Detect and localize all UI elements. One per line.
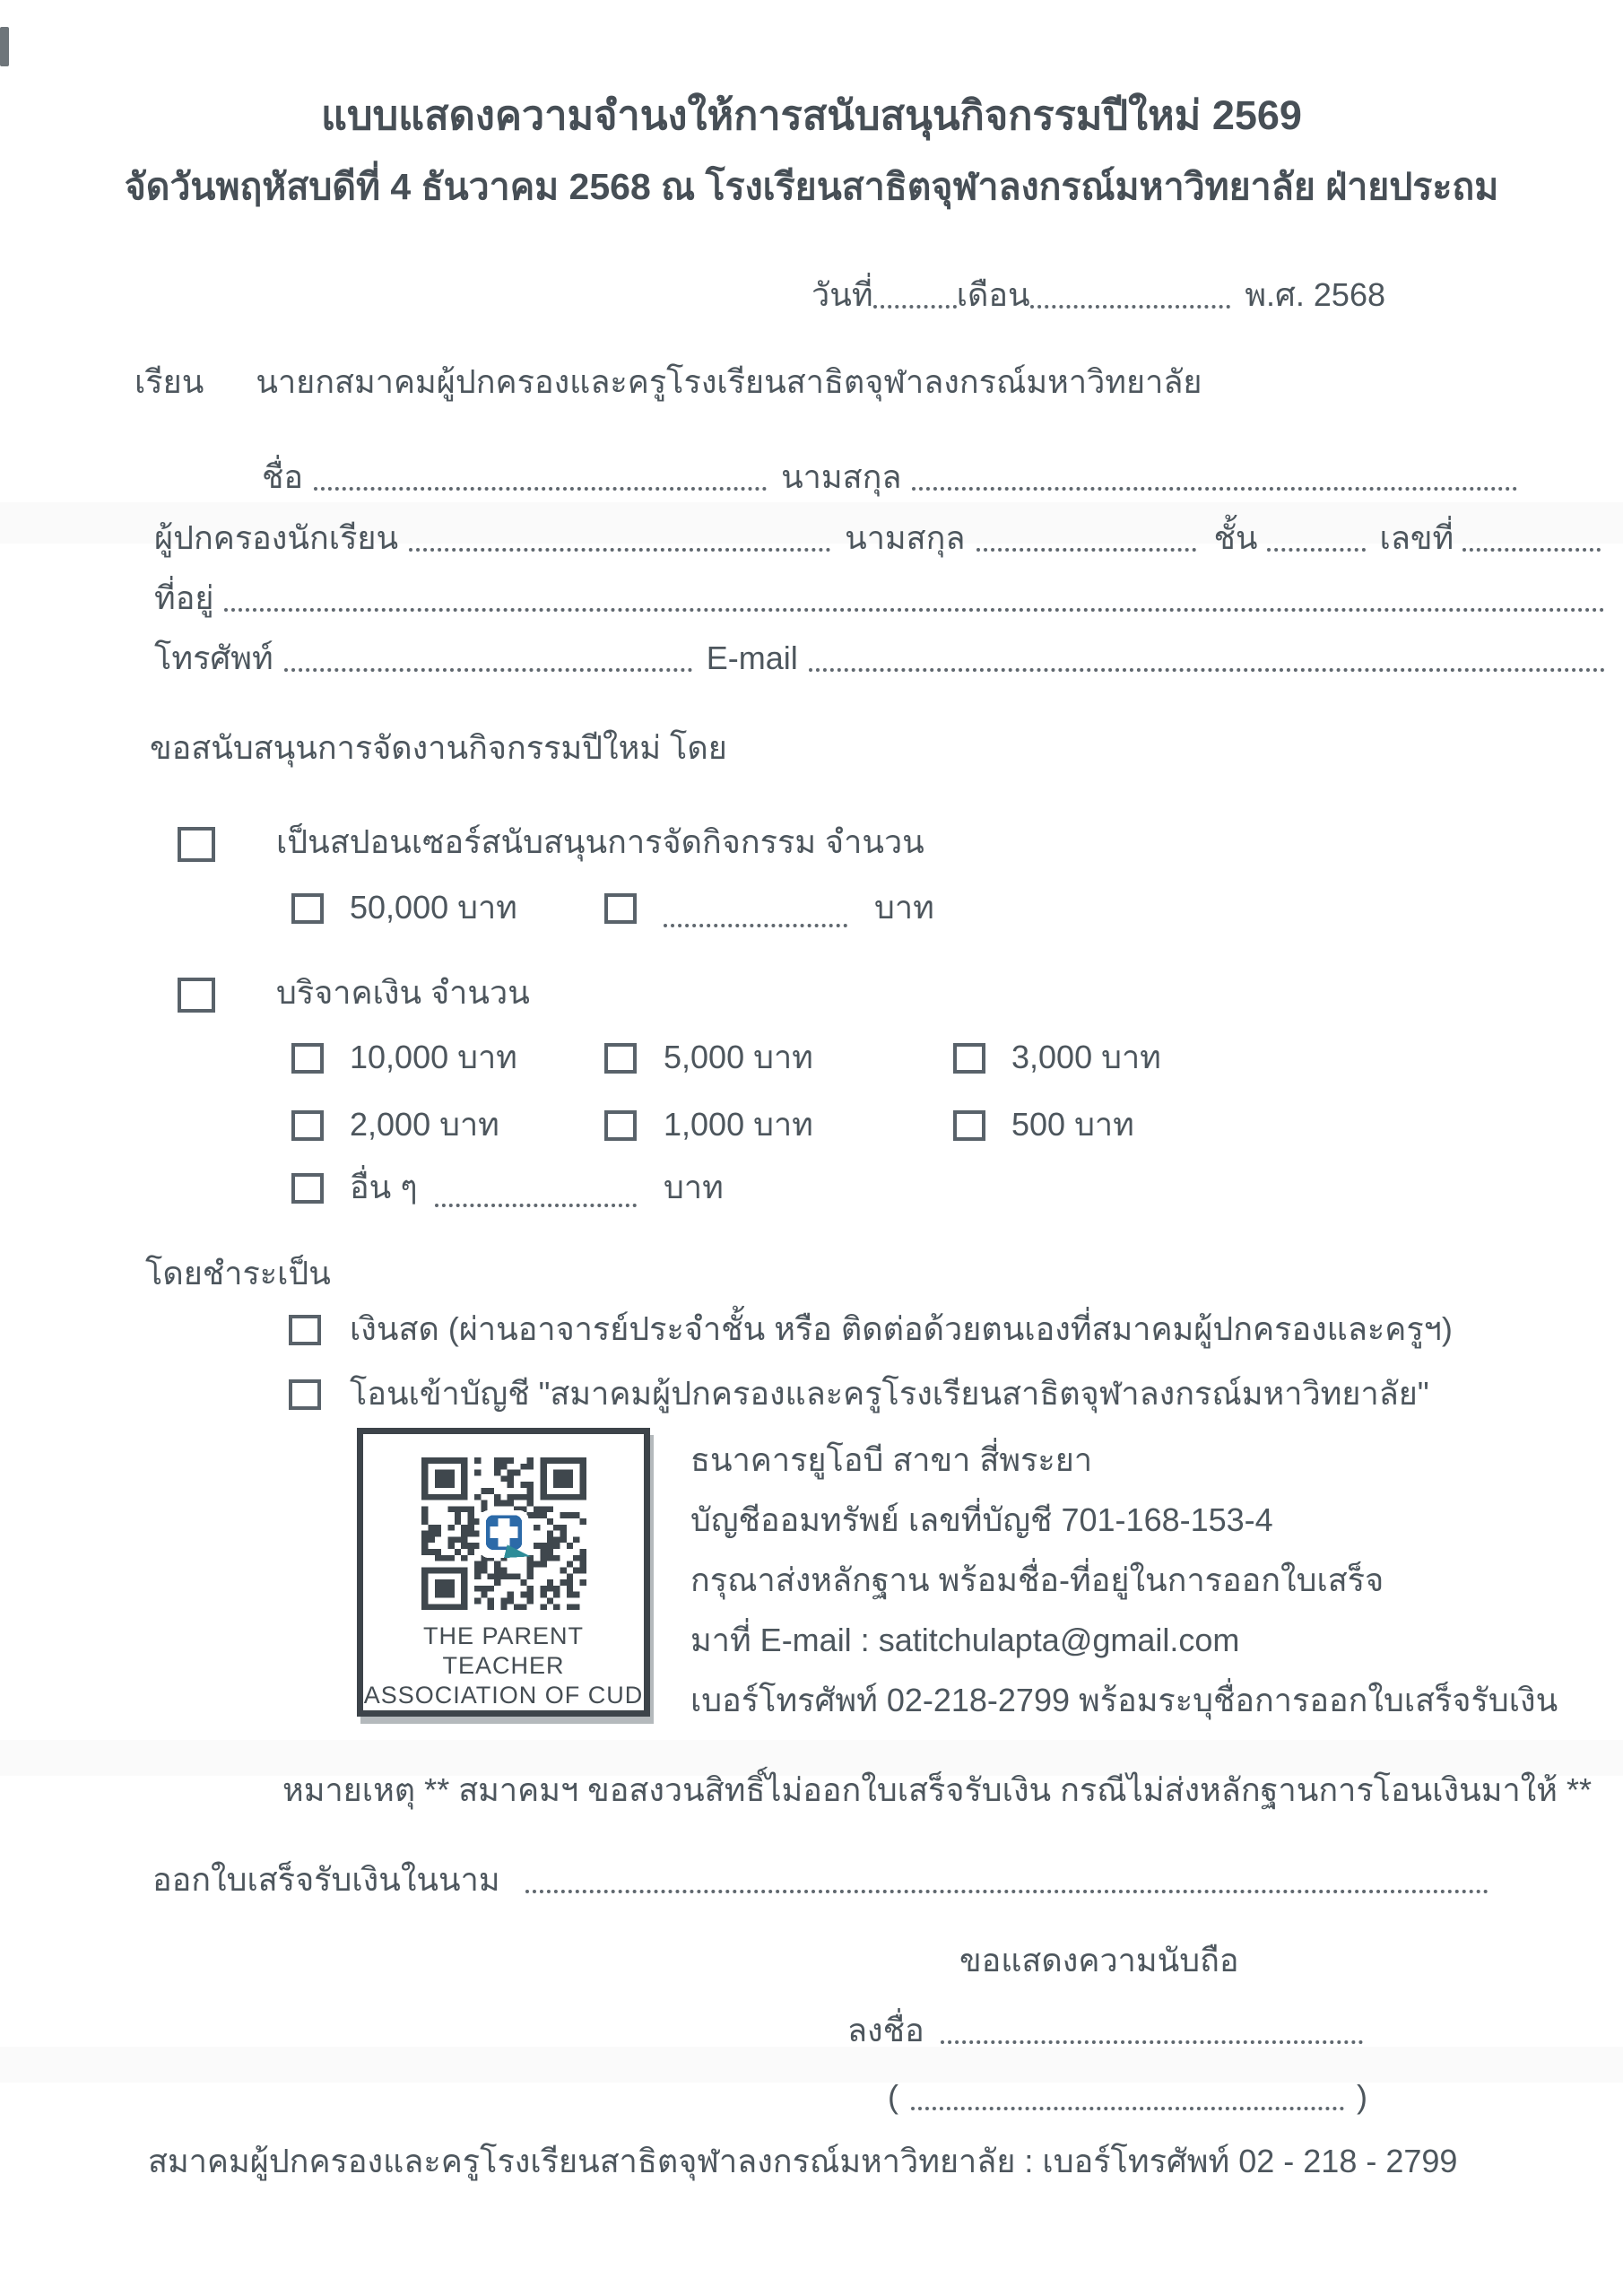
name-line — [262, 456, 1517, 499]
bank-phone-line: เบอร์โทรศัพท์ 02-218-2799 พร้อมระบุชื่อการออกใบเสร็จรับเงิน — [690, 1682, 1558, 1718]
payment-cash-checkbox[interactable] — [289, 1315, 321, 1345]
amount-other-field[interactable] — [435, 1204, 637, 1207]
closing-respect: ขอแสดงความนับถือ — [959, 1942, 1239, 1979]
paren-open: ( — [888, 2078, 898, 2115]
salutation-line — [135, 361, 1202, 404]
class-label: ชั้น — [1213, 519, 1258, 556]
amount-other-baht: บาท — [664, 1169, 724, 1205]
first-name-field[interactable] — [314, 487, 767, 491]
amount-5000-checkbox[interactable] — [604, 1043, 637, 1074]
signature-name-line — [888, 2075, 1367, 2118]
amount-2000-checkbox[interactable] — [291, 1110, 324, 1141]
sponsor-50000-label: 50,000 บาท — [350, 889, 517, 926]
number-label: เลขที่ — [1379, 519, 1454, 556]
address-line — [154, 577, 1605, 620]
amount-500-checkbox[interactable] — [953, 1110, 985, 1141]
amount-2000-label: 2,000 บาท — [350, 1106, 499, 1143]
phone-email-line — [154, 637, 1605, 680]
signature-name-field[interactable] — [911, 2107, 1344, 2110]
payment-intro: โดยชำระเป็น — [145, 1255, 331, 1292]
amount-other-checkbox[interactable] — [291, 1173, 324, 1204]
phone-field[interactable] — [284, 668, 692, 672]
paren-close: ) — [1357, 2078, 1367, 2115]
bank-account-line: บัญชีออมทรัพย์ เลขที่บัญชี 701-168-153-4 — [690, 1501, 1273, 1538]
bank-proof-line: กรุณาส่งหลักฐาน พร้อมชื่อ-ที่อยู่ในการออกใบเสร็จ — [690, 1561, 1384, 1598]
sign-label: ลงชื่อ — [847, 2012, 924, 2048]
receipt-name-field[interactable] — [525, 1890, 1488, 1893]
scan-artifact — [0, 27, 9, 66]
amount-other-label: อื่น ๆ — [350, 1169, 418, 1205]
qr-caption-line2: ASSOCIATION OF CUD — [363, 1682, 644, 1709]
phone-label: โทรศัพท์ — [154, 639, 273, 676]
note-line: หมายเหตุ ** สมาคมฯ ขอสงวนสิทธิ์ไม่ออกใบเสร็จรับเงิน กรณีไม่ส่งหลักฐานการโอนเงินมาให้ ** — [282, 1771, 1593, 1808]
address-field[interactable] — [224, 608, 1605, 612]
sponsor-label: เป็นสปอนเซอร์สนับสนุนการจัดกิจกรรม จำนวน — [276, 823, 924, 860]
donate-checkbox[interactable] — [178, 978, 215, 1013]
sponsor-checkbox[interactable] — [178, 827, 215, 862]
guardian-line — [154, 517, 1601, 560]
amount-10000-label: 10,000 บาท — [350, 1039, 517, 1075]
guardian-lastname-label: นามสกุล — [845, 519, 966, 556]
first-name-label: ชื่อ — [262, 458, 304, 495]
sponsor-50000-checkbox[interactable] — [291, 893, 324, 924]
qr-box — [357, 1428, 650, 1717]
address-label: ที่อยู่ — [154, 579, 214, 616]
payment-transfer-checkbox[interactable] — [289, 1379, 321, 1410]
amount-1000-label: 1,000 บาท — [664, 1106, 813, 1143]
date-month-field[interactable] — [1030, 305, 1231, 309]
class-field[interactable] — [1267, 548, 1366, 552]
payment-cash-label: เงินสด (ผ่านอาจารย์ประจำชั้น หรือ ติดต่อด้วยตนเองที่สมาคมผู้ปกครองและครูฯ) — [350, 1310, 1453, 1347]
sponsor-other-checkbox[interactable] — [604, 893, 637, 924]
form-subtitle: จัดวันพฤหัสบดีที่ 4 ธันวาคม 2568 ณ โรงเรียนสาธิตจุฬาลงกรณ์มหาวิทยาลัย ฝ่ายประถม — [124, 166, 1499, 207]
scan-band — [0, 2047, 1623, 2083]
support-intro: ขอสนับสนุนการจัดงานกิจกรรมปีใหม่ โดย — [150, 729, 727, 766]
bank-email-line: มาที่ E-mail : satitchulapta@gmail.com — [690, 1622, 1240, 1658]
salutation-recipient: นายกสมาคมผู้ปกครองและครูโรงเรียนสาธิตจุฬาลงกรณ์มหาวิทยาลัย — [256, 363, 1202, 400]
email-field[interactable] — [809, 668, 1605, 672]
amount-500-label: 500 บาท — [1011, 1106, 1134, 1143]
receipt-line — [152, 1858, 1488, 1901]
donate-label: บริจาคเงิน จำนวน — [276, 974, 530, 1011]
salutation-label: เรียน — [135, 363, 204, 400]
qr-caption-line1: THE PARENT TEACHER — [422, 1622, 584, 1679]
sponsor-other-baht: บาท — [874, 889, 934, 926]
amount-5000-label: 5,000 บาท — [664, 1039, 813, 1075]
date-day-label: วันที่ — [812, 276, 873, 313]
amount-10000-checkbox[interactable] — [291, 1043, 324, 1074]
amount-3000-label: 3,000 บาท — [1011, 1039, 1161, 1075]
signature-field[interactable] — [941, 2040, 1363, 2044]
guardian-lastname-field[interactable] — [976, 548, 1196, 552]
number-field[interactable] — [1462, 548, 1601, 552]
amount-1000-checkbox[interactable] — [604, 1110, 637, 1141]
last-name-field[interactable] — [912, 487, 1517, 491]
date-day-field[interactable] — [873, 305, 957, 309]
qr-caption — [363, 1622, 644, 1710]
amount-3000-checkbox[interactable] — [953, 1043, 985, 1074]
email-label: E-mail — [706, 639, 798, 676]
signature-line — [847, 2009, 1363, 2052]
date-year-text: พ.ศ. 2568 — [1245, 276, 1385, 313]
last-name-label: นามสกุล — [781, 458, 902, 495]
footer-contact: สมาคมผู้ปกครองและครูโรงเรียนสาธิตจุฬาลงกรณ์มหาวิทยาลัย : เบอร์โทรศัพท์ 02 - 218 - 2799 — [148, 2143, 1458, 2179]
guardian-label: ผู้ปกครองนักเรียน — [154, 519, 399, 556]
qr-code — [412, 1457, 595, 1611]
bank-name-line: ธนาคารยูโอบี สาขา สี่พระยา — [690, 1441, 1093, 1478]
date-line — [812, 274, 1385, 317]
date-month-label: เดือน — [956, 276, 1030, 313]
sponsor-other-amount-field[interactable] — [664, 924, 847, 927]
bank-details — [690, 1433, 1558, 1734]
receipt-label: ออกใบเสร็จรับเงินในนาม — [152, 1861, 500, 1898]
form-title: แบบแสดงความจำนงให้การสนับสนุนกิจกรรมปีใหม่ 2569 — [321, 92, 1302, 138]
payment-transfer-label: โอนเข้าบัญชี "สมาคมผู้ปกครองและครูโรงเรียนสาธิตจุฬาลงกรณ์มหาวิทยาลัย" — [350, 1375, 1429, 1412]
guardian-name-field[interactable] — [409, 548, 830, 552]
